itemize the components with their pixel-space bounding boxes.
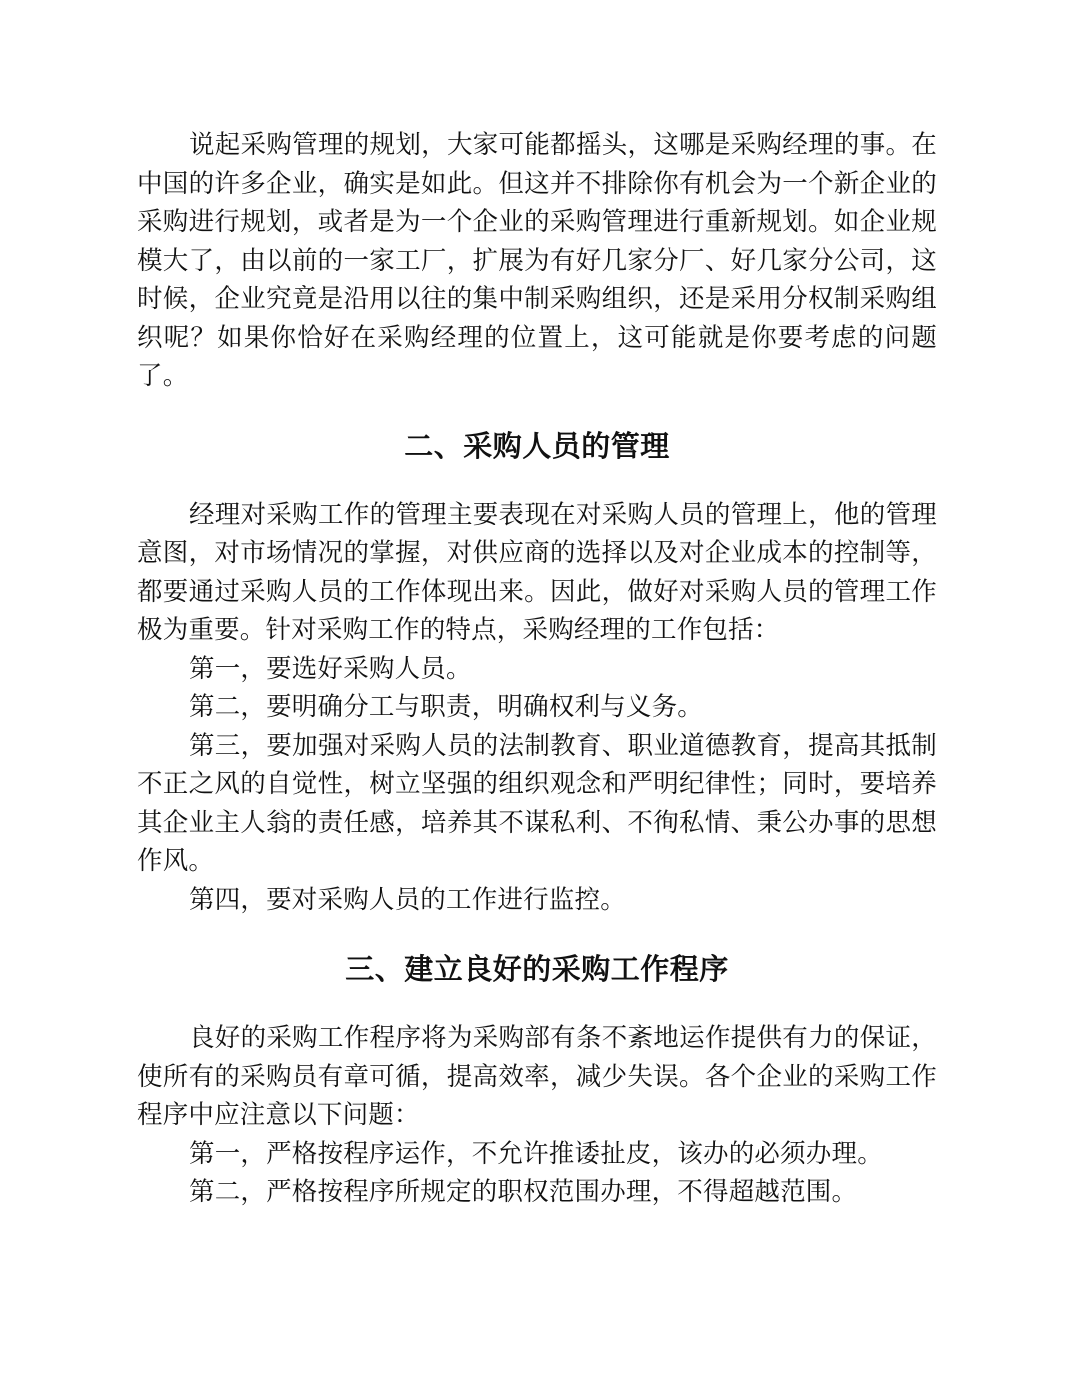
section2-item-1: 第一，要选好采购人员。 [189, 653, 472, 684]
document-page [137, 126, 937, 1212]
section2-item-4: 第四，要对采购人员的工作进行监控。 [189, 884, 626, 915]
section-heading-purchasing-staff: 二、采购人员的管理 [404, 428, 670, 463]
section3-paragraph: 良好的采购工作程序将为采购部有条不紊地运作提供有力的保证，使所有的采购员有章可循，提高效率，减少失误。各个企业的采购工作程序中应注意以下问题： [137, 1023, 937, 1130]
section-heading-work-procedure: 三、建立良好的采购工作程序 [345, 952, 729, 986]
section3-item-2: 第二，严格按程序所规定的职权范围办理，不得超越范围。 [189, 1177, 858, 1207]
section2-paragraph: 经理对采购工作的管理主要表现在对采购人员的管理上，他的管理意图，对市场情况的掌握，对供应商的选择以及对企业成本的控制等，都要通过采购人员的工作体现出来。因此，做好对采购人员的管理工作极为重要。针对采购工作的特点，采购经理的工作包括： [137, 499, 937, 645]
section3-item-1: 第一，严格按程序运作，不允许推诿扯皮，该办的必须办理。 [189, 1138, 883, 1169]
section2-item-2: 第二，要明确分工与职责，明确权利与义务。 [189, 692, 704, 722]
section2-item-3: 第三，要加强对采购人员的法制教育、职业道德教育，提高其抵制不正之风的自觉性，树立坚强的组织观念和严明纪律性；同时，要培养其企业主人翁的责任感，培养其不谋私利、不徇私情、秉公办事的思想作风。 [137, 730, 937, 876]
intro-paragraph: 说起采购管理的规划，大家可能都摇头，这哪是采购经理的事。在中国的许多企业，确实是如此。但这并不排除你有机会为一个新企业的采购进行规划，或者是为一个企业的采购管理进行重新规划。如企业规模大了，由以前的一家工厂，扩展为有好几家分厂、好几家分公司，这时候，企业究竟是沿用以往的集中制采购组织，还是采用分权制采购组织呢？如果你恰好在采购经理的位置上，这可能就是你要考虑的问题了。 [137, 130, 937, 391]
